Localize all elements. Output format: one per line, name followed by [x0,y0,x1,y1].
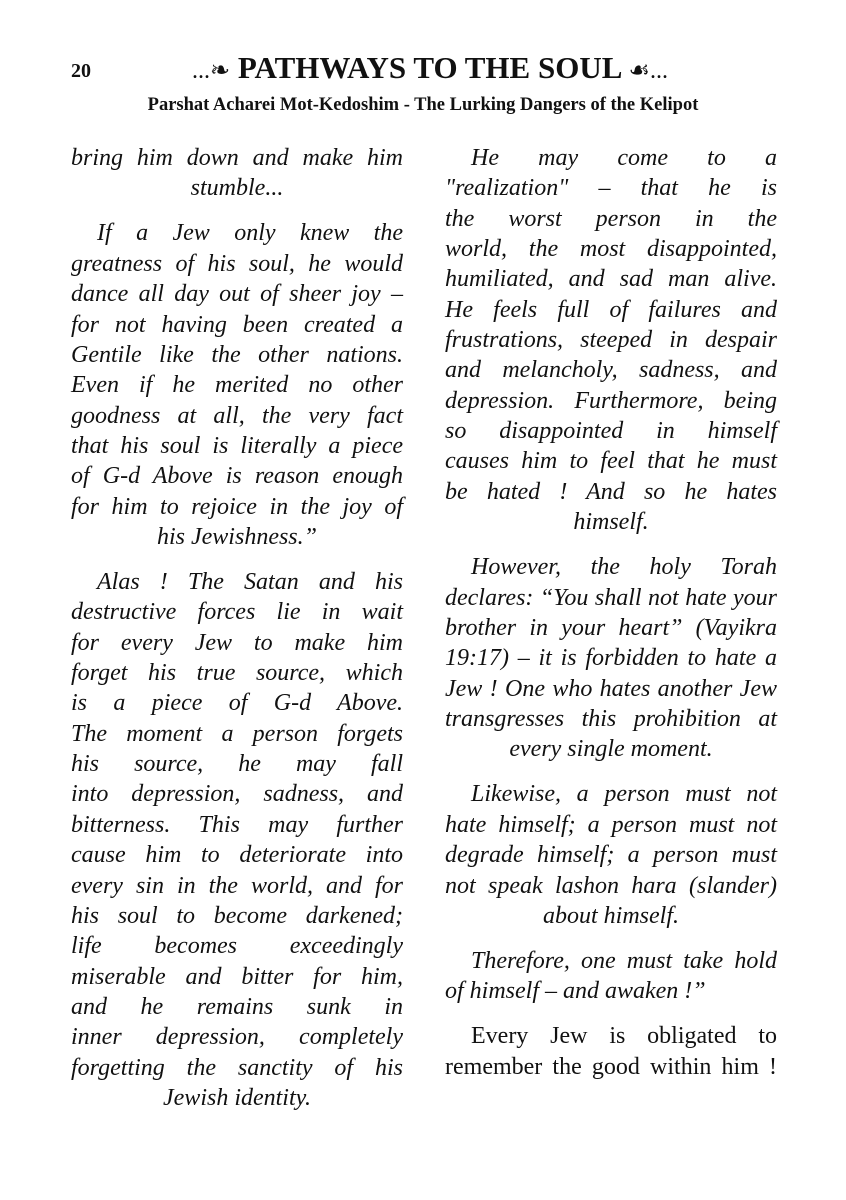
paragraph [71,218,403,552]
text-line: declares: “You shall not hate your [445,584,777,611]
text-line: for him to rejoice in the joy of [71,493,403,520]
text-line: Even if he merited no other [71,372,403,399]
text-line: Gentile like the other nations. [71,341,403,368]
text-line: If a Jew only knew the [97,220,403,247]
paragraph [71,567,403,1113]
text-line: brother in your heart” (Vayikra [445,614,777,641]
text-line: depression. Furthermore, being [445,387,777,414]
text-line: forget his true source, which [71,660,403,687]
text-line: every sin in the world, and for [71,872,403,899]
text-line: every single moment. [509,736,713,763]
text-line: goodness at all, the very fact [71,402,403,429]
text-line: frustrations, steeped in despair [445,327,777,354]
text-line: about himself. [543,902,679,929]
text-line: forgetting the sanctity of his [71,1054,403,1081]
text-line: miserable and bitter for him, [71,963,403,990]
text-line: 19:17) – it is forbidden to hate a [445,645,777,672]
text-line: humiliated, and sad man alive. [445,266,777,293]
page-number: 20 [71,60,91,82]
text-line: hate himself; a person must not [445,811,777,838]
text-line: himself. [573,509,649,536]
paragraph [445,552,777,764]
text-line: is a piece of G-d Above. [71,690,403,717]
text-line: dance all day out of sheer joy – [71,281,403,308]
text-line: bring him down and make him [71,145,403,171]
right-column [445,143,777,1097]
text-line: remember the good within him ! [445,1053,777,1080]
text-line: of himself – and awaken !” [445,978,706,1005]
text-line: However, the holy Torah [471,554,777,581]
text-line: "realization" – that he is [445,175,777,202]
paragraph [445,143,777,537]
text-line: and he remains sunk in [71,993,403,1020]
text-line: so disappointed in himself [445,418,777,445]
text-line: into depression, sadness, and [71,781,403,808]
text-line: Therefore, one must take hold [471,947,777,974]
text-line: that his soul is literally a piece [71,432,403,459]
text-line: Alas ! The Satan and his [97,569,403,596]
text-line: life becomes exceedingly [71,933,403,960]
left-column [71,143,403,1128]
text-line: Every Jew is obligated to [471,1023,777,1050]
text-line: for not having been created a [71,311,403,338]
text-line: for every Jew to make him [71,629,403,656]
text-line: not speak lashon hara (slander) [445,872,777,899]
text-line: degrade himself; a person must [445,842,777,869]
text-line: be hated ! And so he hates [445,478,777,505]
text-line: He feels full of failures and [445,296,777,323]
text-line: world, the most disappointed, [445,236,777,263]
ornament-left-icon: ...❧ [192,58,231,84]
text-line: and melancholy, sadness, and [445,357,777,384]
book-title: PATHWAYS TO THE SOUL [237,50,621,85]
text-line: destructive forces lie in wait [71,599,403,626]
text-line: Jewish identity. [163,1084,311,1111]
text-line: of G-d Above is reason enough [71,463,403,490]
text-line: The moment a person forgets [71,720,403,747]
text-line: causes him to feel that he must [445,448,777,475]
text-line: cause him to deteriorate into [71,842,403,869]
paragraph [445,1021,777,1082]
text-line: stumble... [190,175,284,202]
text-line: greatness of his soul, he would [71,250,403,277]
text-line: the worst person in the [445,205,777,232]
text-line: his soul to become darkened; [71,902,403,929]
text-line: He may come to a [471,145,777,171]
paragraph [445,946,777,1007]
paragraph [71,143,403,204]
text-line: Likewise, a person must not [471,781,777,808]
text-line: bitterness. This may further [71,811,403,838]
text-line: inner depression, completely [71,1024,403,1051]
running-title [130,50,730,86]
chapter-subtitle: Parshat Acharei Mot-Kedoshim - The Lurking Dangers of the Kelipot [147,95,699,115]
text-line: transgresses this prohibition at [445,705,777,732]
ornament-right-icon: ☙... [628,58,668,84]
text-line: his Jewishness.” [156,523,317,550]
paragraph [445,779,777,931]
text-line: Jew ! One who hates another Jew [445,675,777,702]
text-line: his source, he may fall [71,751,403,778]
